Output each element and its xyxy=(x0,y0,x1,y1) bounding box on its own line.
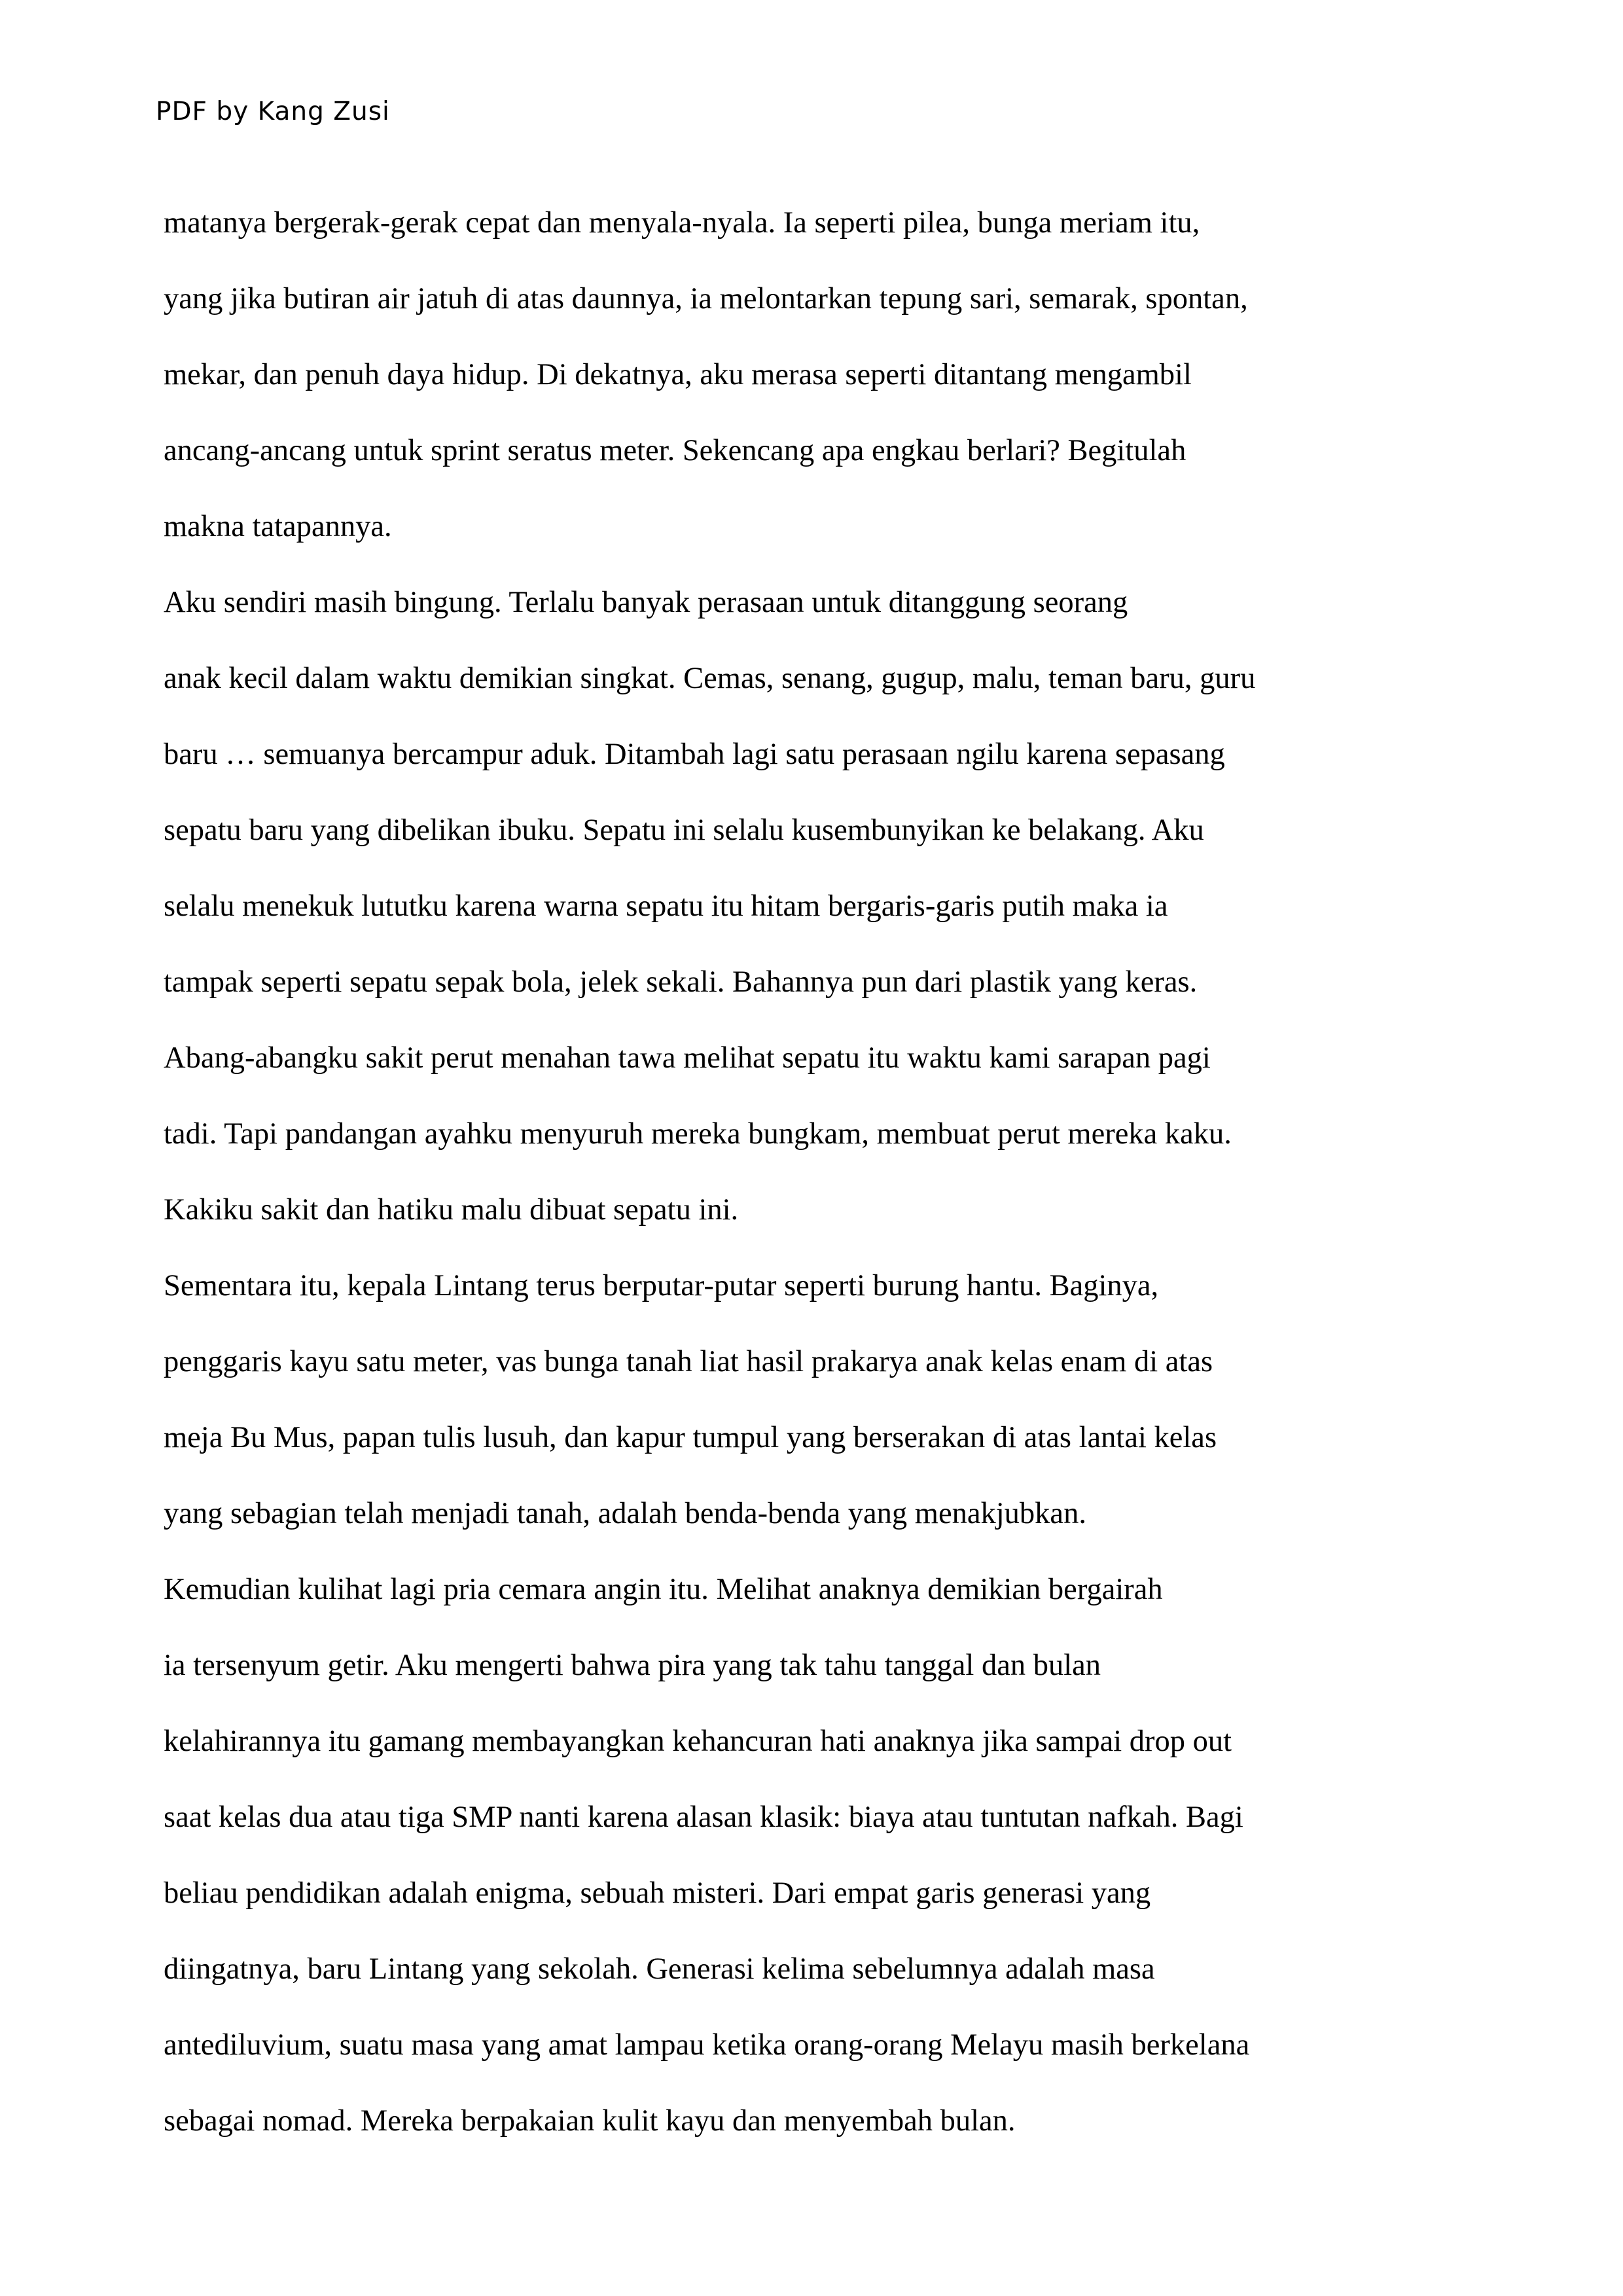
text-line: ancang-ancang untuk sprint seratus meter. Sekencang apa engkau berlari? Begitulah xyxy=(164,434,1186,467)
text-line: Abang-abangku sakit perut menahan tawa melihat sepatu itu waktu kami sarapan pagi xyxy=(164,1041,1211,1075)
text-line: Aku sendiri masih bingung. Terlalu banyak perasaan untuk ditanggung seorang xyxy=(164,586,1128,619)
text-line: penggaris kayu satu meter, vas bunga tanah liat hasil prakarya anak kelas enam di atas xyxy=(164,1345,1213,1378)
text-line: tampak seperti sepatu sepak bola, jelek sekali. Bahannya pun dari plastik yang keras. xyxy=(164,965,1198,999)
text-line: yang sebagian telah menjadi tanah, adalah benda-benda yang menakjubkan. xyxy=(164,1497,1086,1530)
text-line: ia tersenyum getir. Aku mengerti bahwa pira yang tak tahu tanggal dan bulan xyxy=(164,1649,1101,1682)
text-line: matanya bergerak-gerak cepat dan menyala-nyala. Ia seperti pilea, bunga meriam itu, xyxy=(164,206,1200,240)
text-line: meja Bu Mus, papan tulis lusuh, dan kapur tumpul yang berserakan di atas lantai kelas xyxy=(164,1421,1217,1454)
text-line: makna tatapannya. xyxy=(164,510,392,543)
text-line: mekar, dan penuh daya hidup. Di dekatnya, aku merasa seperti ditantang mengambil xyxy=(164,358,1192,391)
page-header: PDF by Kang Zusi xyxy=(156,97,390,126)
text-line: baru … semuanya bercampur aduk. Ditambah lagi satu perasaan ngilu karena sepasang xyxy=(164,738,1225,771)
text-line: Sementara itu, kepala Lintang terus berputar-putar seperti burung hantu. Baginya, xyxy=(164,1269,1159,1302)
text-line: Kakiku sakit dan hatiku malu dibuat sepatu ini. xyxy=(164,1193,739,1227)
text-line: selalu menekuk lututku karena warna sepatu itu hitam bergaris-garis putih maka ia xyxy=(164,889,1168,923)
text-line: kelahirannya itu gamang membayangkan kehancuran hati anaknya jika sampai drop out xyxy=(164,1725,1232,1758)
text-line: Kemudian kulihat lagi pria cemara angin itu. Melihat anaknya demikian bergairah xyxy=(164,1573,1163,1606)
text-line: diingatnya, baru Lintang yang sekolah. Generasi kelima sebelumnya adalah masa xyxy=(164,1952,1155,1986)
text-line: sebagai nomad. Mereka berpakaian kulit kayu dan menyembah bulan. xyxy=(164,2104,1016,2138)
body-text xyxy=(164,185,1538,2159)
text-line: saat kelas dua atau tiga SMP nanti karena alasan klasik: biaya atau tuntutan nafkah. Bagi xyxy=(164,1801,1243,1834)
text-line: antediluvium, suatu masa yang amat lampau ketika orang-orang Melayu masih berkelana xyxy=(164,2028,1250,2062)
text-line: sepatu baru yang dibelikan ibuku. Sepatu ini selalu kusembunyikan ke belakang. Aku xyxy=(164,814,1204,847)
text-line: beliau pendidikan adalah enigma, sebuah misteri. Dari empat garis generasi yang xyxy=(164,1876,1151,1910)
text-line: tadi. Tapi pandangan ayahku menyuruh mereka bungkam, membuat perut mereka kaku. xyxy=(164,1117,1232,1151)
text-line: yang jika butiran air jatuh di atas daunnya, ia melontarkan tepung sari, semarak, spontan, xyxy=(164,282,1248,315)
text-line: anak kecil dalam waktu demikian singkat. Cemas, senang, gugup, malu, teman baru, guru xyxy=(164,662,1256,695)
